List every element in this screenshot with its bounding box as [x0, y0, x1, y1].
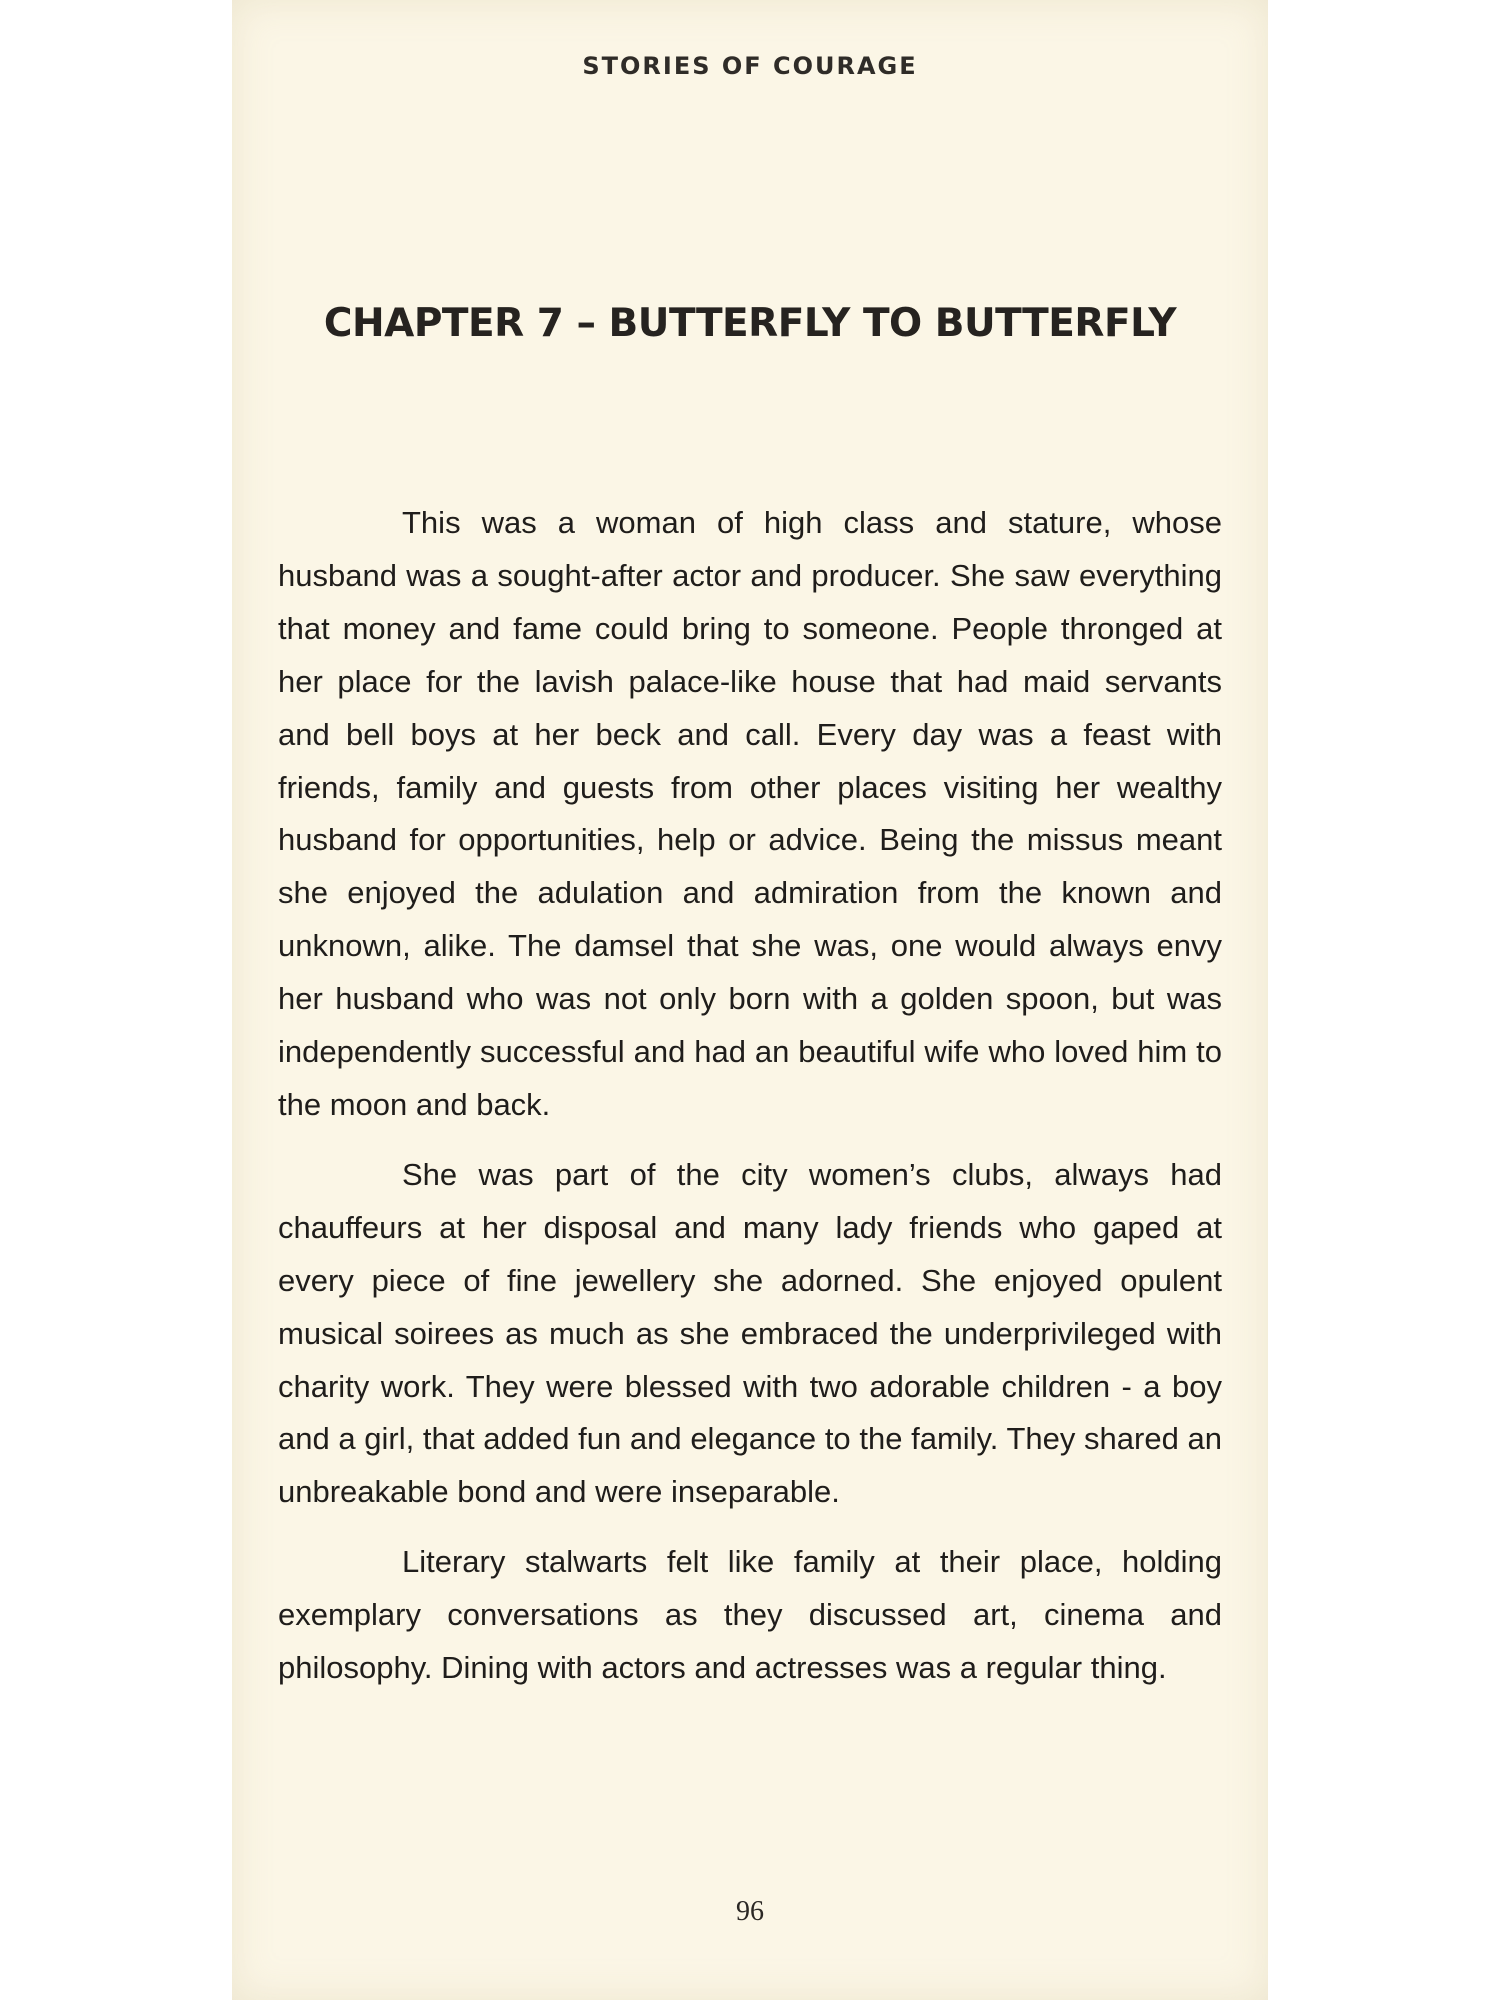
book-page [232, 0, 1268, 2000]
paragraph: Literary stalwarts felt like family at their place, holding exemplary conversations as they discussed art, cinema and philosophy. Dining with actors and actresses was a regular thing. [278, 1544, 1222, 1686]
paragraph: This was a woman of high class and stature, whose husband was a sought-after actor and producer. She saw everything that money and fame could bring to someone. People thronged at her place for the lavish palace-like house that had maid servants and bell boys at her beck and call. Every day was a feast with friends, family and guests from other places visiting her wealthy husband for opportunities, help or advice. Being the missus meant she enjoyed the adulation and admiration from the known and unknown, alike. The damsel that she was, one would always envy her husband who was not only born with a golden spoon, but was independently successful and had an beautiful wife who loved him to the moon and back. [278, 505, 1222, 1122]
running-header: STORIES OF COURAGE [582, 52, 918, 80]
paragraph: She was part of the city women’s clubs, always had chauffeurs at her disposal and many lady friends who gaped at every piece of fine jewellery she adorned. She enjoyed opulent musical soirees as much as she embraced the underprivileged with charity work. They were blessed with two adorable children - a boy and a girl, that added fun and elegance to the family. They shared an unbreakable bond and were inseparable. [278, 1156, 1222, 1510]
chapter-title: CHAPTER 7 – BUTTERFLY TO BUTTERFLY [323, 301, 1177, 346]
chapter-body [278, 497, 1222, 1712]
page-number: 96 [736, 1896, 764, 1927]
